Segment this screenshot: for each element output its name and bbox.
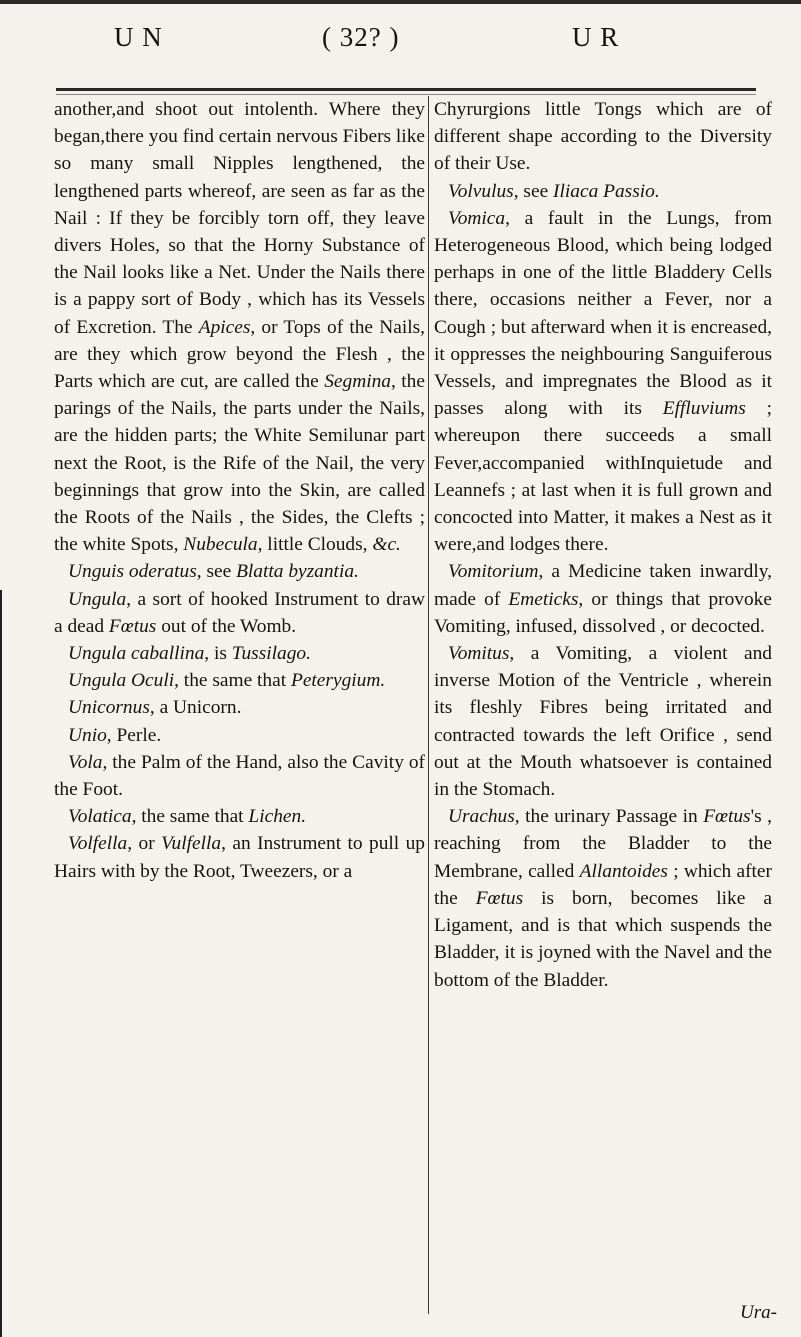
entry-ungula: Ungula, a sort of hooked Instrument to draw a dead Fœtus out of the Womb. [54,588,425,637]
entry-volfella-continued: Chyrurgions little Tongs which are of different shape according to the Diversity of their Use. [434,99,772,175]
entry-unio: Unio, Perle. [68,724,162,746]
page-top-edge [0,0,801,22]
entry-vomitus: Vomitus, a Vomiting, a violent and inverse Motion of the Ventricle , wherein its fleshly Fibres being irritated and contracted towards the left Orifice , send out at the Mouth whatsoever is contained in the Stomach. [434,643,772,801]
entry-ungula-caballina: Ungula caballina, is Tussilago. [68,643,311,665]
entry-vola: Vola, the Palm of the Hand, also the Cavity of the Foot. [54,751,425,801]
page-left-edge [0,590,6,1337]
page-number: ( 32? ) [322,22,400,52]
entry-unicornus: Unicornus, a Unicorn. [68,697,242,719]
catchword: Ura- [740,1302,777,1323]
entry-volvulus: Volvulus, see Iliaca Passio. [448,180,660,202]
entry-volatica: Volatica, the same that Lichen. [68,806,307,828]
header-rule [56,88,756,91]
header-rule-thin [56,94,756,95]
column-divider [428,96,429,1314]
entry-volfella: Volfella, or Vulfella, an Instrument to pull up Hairs with by the Root, Tweezers, or a [54,833,425,882]
left-column [54,96,425,885]
entry-nails-continued: another,and shoot out intolenth. Where they began,there you find certain nervous Fibers like so many small Nipples lengthened, the lengthened parts whereof, are seen as far as the Nail : If they be forcibly torn off, they leave divers Holes, so that the Horny Substance of the Nail looks like a Net. Under the Nails there is a pappy sort of Body , which has its Vessels of Excretion. The Apices, or Tops of the Nails, are they which grow beyond the Flesh , the Parts which are cut, are called the Segmina, the parings of the Nails, the parts under the Nails, are the hidden parts; the White Semilunar part next the Root, is the Rife of the Nail, the very beginnings that grow into the Skin, are called the Roots of the Nails , the Sides, the Clefts ; the white Spots, Nubecula, little Clouds, &c. [54,99,425,556]
header-left: U N [114,22,163,52]
running-header [92,22,732,62]
entry-unguis-oderatus: Unguis oderatus, see Blatta byzantia. [68,561,359,583]
entry-urachus: Urachus, the urinary Passage in Fœtus's , reaching from the Bladder to the Membrane, called Allantoides ; which after the Fœtus is born, becomes like a Ligament, and is that which suspends the Bladder, it is joyned with the Navel and the bottom of the Bladder. [434,806,772,991]
entry-vomitorium: Vomitorium, a Medicine taken inwardly, made of Emeticks, or things that provoke Vomiting, infused, dissolved , or decocted. [434,561,772,637]
entry-vomica: Vomica, a fault in the Lungs, from Heterogeneous Blood, which being lodged perhaps in one of the little Bladdery Cells there, occasions neither a Fever, nor a Cough ; but afterward when it is encreased, it oppresses the neighbouring Sanguiferous Vessels, and impregnates the Blood as it passes along with its Effluviums ; whereupon there succeeds a small Fever,accompanied withInquietude and Leannefs ; at last when it is full grown and concocted into Matter, it makes a Nest as it were,and lodges there. [434,207,772,556]
right-column [434,96,772,994]
header-right: U R [572,22,620,52]
entry-ungula-oculi: Ungula Oculi, the same that Peterygium. [68,670,386,692]
